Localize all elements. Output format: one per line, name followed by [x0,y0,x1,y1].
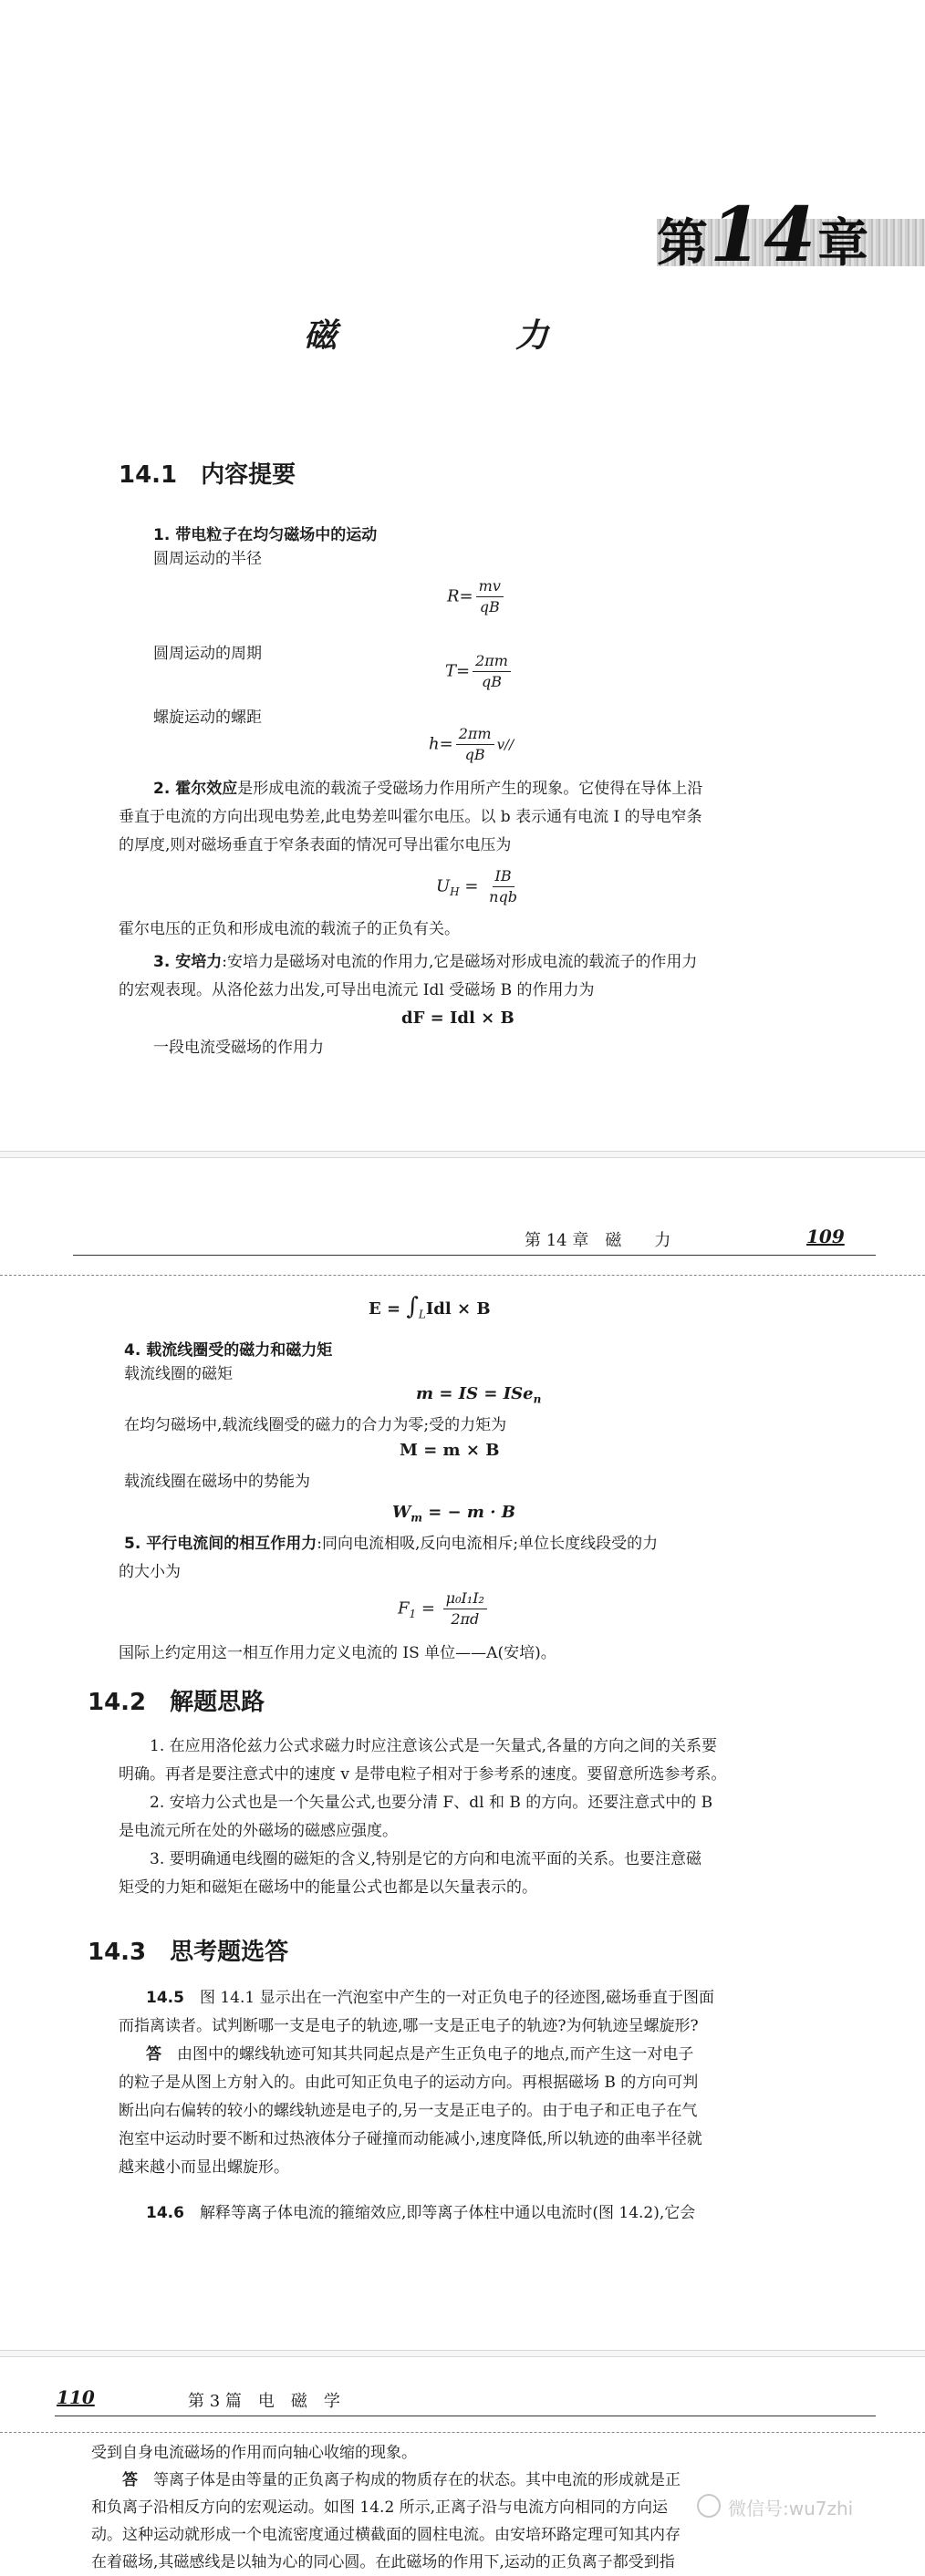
item-2-hall-effect [119,775,839,860]
item-5-line-2: 的大小为 [119,1563,181,1581]
section-14-2-body [119,1733,857,1902]
hall-equals: = [459,876,484,896]
item-4-heading: 4. 载流线圈受的磁力和磁力矩 [124,1341,333,1360]
item-5-lead: 5. 平行电流间的相互作用力 [124,1535,317,1553]
period-equation [445,651,514,692]
chapter-suffix: 章 [817,213,871,274]
item-2-line-1: 是形成电流的载流子受磁场力作用所产生的现象。它使得在导体上沿 [237,780,703,798]
parallel-lhs: F [398,1598,410,1619]
question-14-5 [119,1984,857,2182]
answer-14-5-line-4: 泡室中运动时要不断和过热液体分子碰撞而动能减小,速度降低,所以轨迹的曲率半径就 [119,2130,702,2148]
chapter-prefix: 第 [657,213,710,274]
chapter-title: 磁 力 [303,317,621,355]
item-5-parallel-currents [119,1530,839,1587]
period-label: 圆周运动的周期 [153,645,262,663]
section-14-1-heading: 14.1 内容提要 [119,461,296,489]
parallel-numerator: μ₀I₁I₂ [443,1588,487,1609]
moment-label: 载流线圈的磁矩 [124,1365,233,1383]
tip-1-line-2: 明确。再者是要注意式中的速度 v 是带电粒子相对于参考系的速度。要留意所选参考系。 [119,1765,727,1784]
watermark-text: 微信号:wu7zhi [728,2498,854,2519]
page-number-109: 109 [806,1226,845,1247]
torque-equation: M = m × B [400,1441,500,1460]
page-gap-2 [0,2350,925,2357]
radius-lhs: R= [447,586,473,606]
pitch-numerator: 2πm [456,724,494,745]
item-2-line-2: 垂直于电流的方向出现电势差,此电势差叫霍尔电压。以 b 表示通有电流 I 的导电窄条 [119,808,702,826]
header-rule [73,1255,876,1256]
radius-label: 圆周运动的半径 [153,550,262,568]
energy-label: 载流线圈在磁场中的势能为 [124,1473,310,1491]
page-110 [0,2357,925,2576]
page-gap [0,1151,925,1158]
energy-equation [392,1503,515,1525]
tip-2-line-2: 是电流元所在处的外磁场的磁感应强度。 [119,1822,398,1840]
hall-lhs: U [436,876,451,896]
tip-3-line-2: 矩受的力矩和磁矩在磁场中的能量公式也都是以矢量表示的。 [119,1878,537,1897]
question-14-5-line-2: 而指离读者。试判断哪一支是电子的轨迹,哪一支是正电子的轨迹?为何轨迹呈螺旋形? [119,2017,699,2035]
moment-sub: n [533,1392,542,1406]
energy-rhs: = − m · B [421,1503,515,1522]
dashed-separator [0,1275,925,1276]
pitch-lhs: h= [429,734,453,754]
chapter-label [657,191,870,279]
moment-eq: m = IS = ISe [416,1384,534,1403]
item-1-heading: 1. 带电粒子在均匀磁场中的运动 [153,526,378,544]
ampere-note: 一段电流受磁场的作用力 [153,1039,324,1057]
parallel-sub: 1 [409,1608,417,1621]
item-3-lead: 3. 安培力 [153,953,223,971]
item-3-line-2: 的宏观表现。从洛伦兹力出发,可导出电流元 Idl 受磁场 B 的作用力为 [119,981,595,999]
period-lhs: T= [445,661,471,681]
answer-14-5-line-2: 的粒子是从图上方射入的。由此可知正负电子的运动方向。再根据磁场 B 的方向可判 [119,2074,699,2092]
answer-label-14-6: 答 [122,2471,138,2489]
radius-equation [447,576,506,617]
question-14-5-number: 14.5 [146,1989,184,2007]
integral-lhs: E = [369,1299,407,1319]
item-3-line-1: :安培力是磁场对电流的作用力,它是磁场对形成电流的载流子的作用力 [222,953,698,971]
answer-label-14-5: 答 [146,2045,161,2064]
torque-label: 在均匀磁场中,载流线圈受的磁力的合力为零;受的力矩为 [124,1416,507,1434]
answer-14-5-line-3: 断出向右偏转的较小的螺线轨迹是电子的,另一支是正电子的。由于电子和正电子在气 [119,2102,698,2120]
hall-sub: H [450,885,460,899]
radius-denominator: qB [479,598,500,616]
question-14-6 [119,2199,857,2228]
pitch-equation [429,724,514,765]
tip-3-line-1: 3. 要明确通电线圈的磁矩的含义,特别是它的方向和电流平面的关系。也要注意磁 [150,1850,702,1868]
radius-numerator: mv [476,576,504,597]
chapter-number: 14 [710,191,818,279]
chapter-banner [657,191,925,279]
pitch-velocity: v// [496,736,514,753]
section-14-3-heading: 14.3 思考题选答 [88,1939,289,1966]
answer-14-6-line-1: 等离子体是由等量的正负离子构成的物质存在的状态。其中电流的形成就是正 [153,2471,681,2489]
energy-sub: m [411,1511,422,1525]
energy-lhs: W [392,1503,411,1522]
ampere-equation: dF = Idl × B [401,1009,514,1028]
page-109 [0,1158,925,2357]
integral-equation [369,1293,491,1321]
answer-14-6-line-3: 动。这种运动就形成一个电流密度通过横截面的圆柱电流。由安培环路定理可知其内存 [91,2526,681,2544]
parallel-force-equation [398,1588,490,1629]
hall-voltage-equation [436,866,523,907]
question-14-5-line-1: 图 14.1 显示出在一汽泡室中产生的一对正负电子的径迹图,磁场垂直于图面 [199,1989,715,2007]
pitch-label: 螺旋运动的螺距 [153,709,262,727]
hall-denominator: nqb [489,888,517,905]
item-5-line-1: :同向电流相吸,反向电流相斥;单位长度线段受的力 [317,1535,659,1553]
answer-14-5-line-1: 由图中的螺线轨迹可知其共同起点是产生正负电子的地点,而产生这一对电子 [177,2045,694,2064]
si-unit-note: 国际上约定用这一相互作用力定义电流的 IS 单位——A(安培)。 [119,1644,556,1662]
tip-1-line-1: 1. 在应用洛伦兹力公式求磁力时应注意该公式是一矢量式,各量的方向之间的关系要 [150,1737,718,1755]
running-header-110: 第 3 篇 电 磁 学 [188,2392,340,2411]
item-2-line-3: 的厚度,则对磁场垂直于窄条表面的情况可导出霍尔电压为 [119,836,512,854]
page-108 [0,0,925,1158]
pitch-denominator: qB [464,746,485,763]
integral-sub: L [418,1308,426,1321]
parallel-denominator: 2πd [451,1610,480,1628]
wechat-icon [697,2494,721,2518]
dashed-separator-2 [0,2432,925,2433]
page-number-110: 110 [57,2386,95,2408]
answer-14-6-line-4: 在着磁场,其磁感线是以轴为心的同心圆。在此磁场的作用下,运动的正负离子都受到指 [91,2553,675,2571]
hall-numerator: IB [493,866,514,887]
parallel-equals: = [416,1598,441,1619]
tip-2-line-1: 2. 安培力公式也是一个矢量公式,也要分清 F、dl 和 B 的方向。还要注意式中的 B [150,1794,713,1812]
question-14-6-line-2: 受到自身电流磁场的作用而向轴心收缩的现象。 [91,2444,417,2462]
answer-14-6-line-2: 和负离子沿相反方向的宏观运动。如图 14.2 所示,正离子沿与电流方向相同的方向运 [91,2498,669,2517]
item-3-ampere-force [119,948,839,1005]
answer-14-5-line-5: 越来越小而显出螺旋形。 [119,2158,289,2177]
moment-equation [416,1384,541,1406]
integral-body: Idl × B [425,1299,491,1319]
question-14-6-number: 14.6 [146,2204,184,2222]
item-2-lead: 2. 霍尔效应 [153,780,238,798]
section-14-2-heading: 14.2 解题思路 [88,1689,265,1716]
question-14-6-line-1: 解释等离子体电流的箍缩效应,即等离子体柱中通以电流时(图 14.2),它会 [199,2204,696,2222]
period-denominator: qB [482,673,503,690]
running-header-109: 第 14 章 磁 力 [525,1231,671,1250]
period-numerator: 2πm [473,651,511,672]
hall-note: 霍尔电压的正负和形成电流的载流子的正负有关。 [119,920,460,938]
integral-sign: ∫ [406,1293,419,1320]
